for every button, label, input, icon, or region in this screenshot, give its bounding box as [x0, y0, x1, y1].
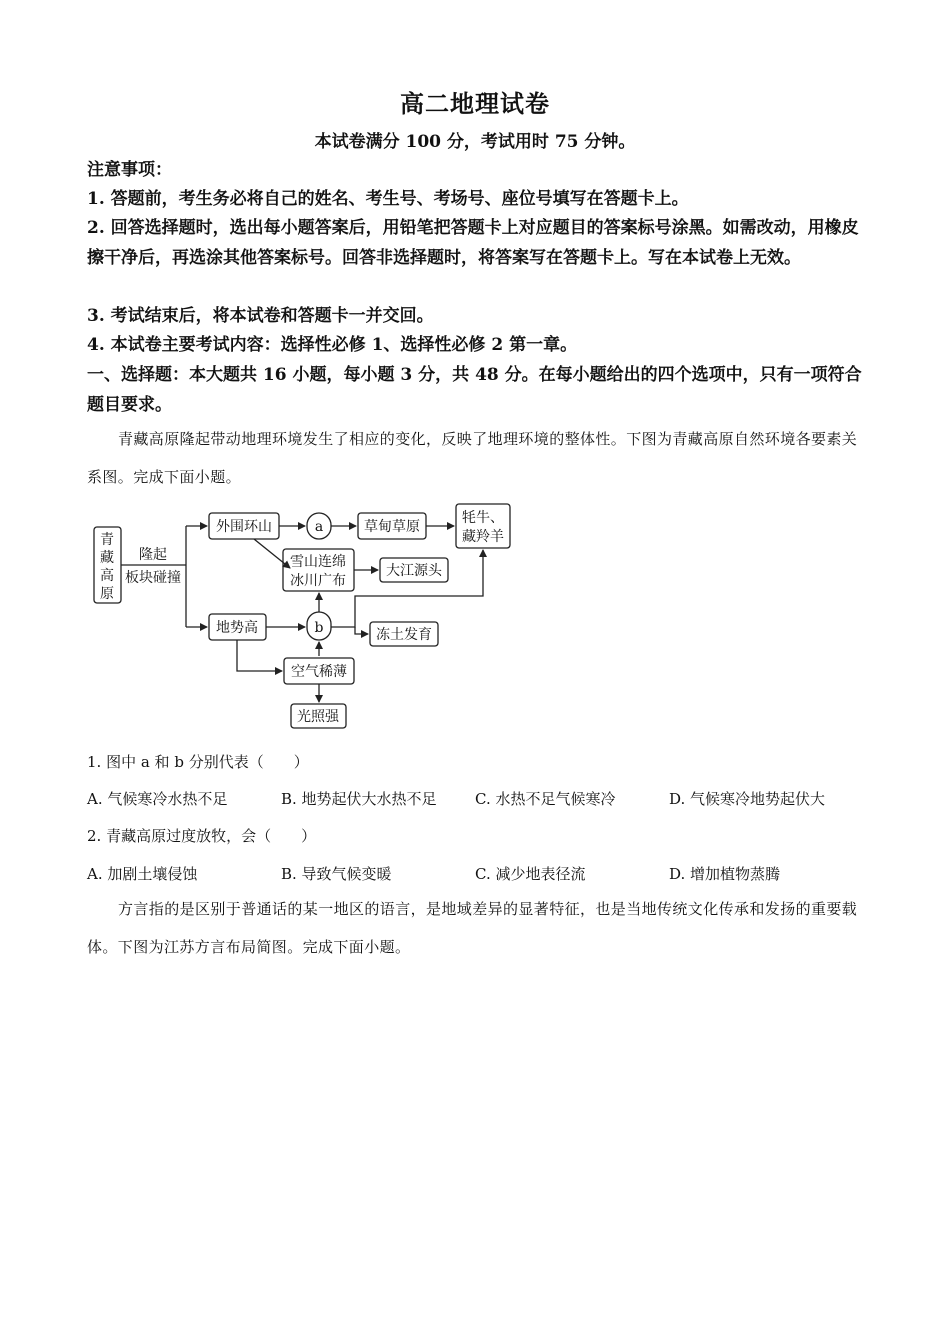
label-snow-1: 雪山连绵	[290, 554, 346, 570]
label-b: b	[314, 620, 324, 636]
passage-1: 青藏高原隆起带动地理环境发生了相应的变化，反映了地理环境的整体性。下图为青藏高原自然环境各要素关系图。完成下面小题。	[87, 430, 858, 486]
notes-heading: 注意事项：	[87, 160, 172, 180]
label-a: a	[314, 519, 324, 535]
label-meadow: 草甸草原	[364, 519, 420, 535]
q2-option-d: D. 增加植物蒸腾	[669, 865, 781, 883]
label-outer-ring: 外围环山	[216, 519, 272, 535]
note-item-2: 2. 回答选择题时，选出每小题答案后，用铅笔把答题卡上对应题目的答案标号涂黑。如需改动，用橡皮擦干净后，再选涂其他答案标号。回答非选择题时，将答案写在答题卡上。写在本试卷上无效。	[87, 218, 859, 268]
passage-2: 方言指的是区别于普通话的某一地区的语言，是地域差异的显著特征，也是当地传统文化传承和发扬的重要载体。下图为江苏方言布局简图。完成下面小题。	[87, 900, 858, 956]
q1-option-b: B. 地势起伏大水热不足	[281, 790, 437, 808]
label-uplift: 隆起	[139, 547, 167, 563]
q2-option-a: A. 加剧土壤侵蚀	[87, 865, 198, 883]
box-a	[307, 513, 331, 539]
box-b	[307, 612, 331, 640]
label-terrain: 地势高	[216, 620, 258, 636]
box-terrain	[209, 614, 266, 640]
box-outer-ring	[209, 513, 279, 539]
q2-option-c: C. 减少地表径流	[475, 865, 586, 883]
question-2-stem: 2. 青藏高原过度放牧，会（ ）	[87, 827, 317, 845]
note-item-3: 3. 考试结束后，将本试卷和答题卡一并交回。	[87, 306, 434, 326]
label-plateau-4: 原	[100, 586, 114, 602]
box-snow	[283, 549, 354, 591]
box-plateau	[94, 527, 121, 603]
section-heading: 一、选择题：本大题共 16 小题，每小题 3 分，共 48 分。在每小题给出的四个选项中，只有一项符合题目要求。	[87, 365, 862, 415]
q1-option-a: A. 气候寒冷水热不足	[87, 790, 228, 808]
label-plateau-3: 高	[100, 568, 114, 584]
question-1-stem: 1. 图中 a 和 b 分别代表（ ）	[87, 753, 309, 771]
label-snow-2: 冰川广布	[290, 573, 346, 589]
label-yak-1: 牦牛、	[462, 510, 504, 526]
box-sunlight	[291, 704, 346, 728]
box-rivers	[380, 558, 448, 582]
label-thin-air: 空气稀薄	[291, 664, 347, 680]
q2-option-b: B. 导致气候变暖	[281, 865, 392, 883]
label-plateau-1: 青	[100, 532, 114, 548]
box-permafrost	[370, 622, 438, 646]
label-yak-2: 藏羚羊	[462, 529, 504, 545]
note-item-4: 4. 本试卷主要考试内容：选择性必修 1、选择性必修 2 第一章。	[87, 335, 578, 355]
label-collision: 板块碰撞	[125, 570, 181, 586]
exam-title: 高二地理试卷	[400, 89, 550, 118]
q1-option-c: C. 水热不足气候寒冷	[475, 790, 616, 808]
label-plateau-2: 藏	[100, 550, 114, 566]
box-yak	[456, 504, 510, 548]
box-thin-air	[284, 658, 354, 684]
exam-subtitle: 本试卷满分 100 分，考试用时 75 分钟。	[314, 132, 636, 152]
note-item-1: 1. 答题前，考生务必将自己的姓名、考生号、考场号、座位号填写在答题卡上。	[87, 189, 689, 209]
box-meadow	[358, 513, 426, 539]
q1-option-d: D. 气候寒冷地势起伏大	[669, 790, 826, 808]
label-sunlight: 光照强	[297, 709, 339, 725]
label-rivers: 大江源头	[386, 563, 442, 579]
label-permafrost: 冻土发育	[376, 627, 432, 643]
